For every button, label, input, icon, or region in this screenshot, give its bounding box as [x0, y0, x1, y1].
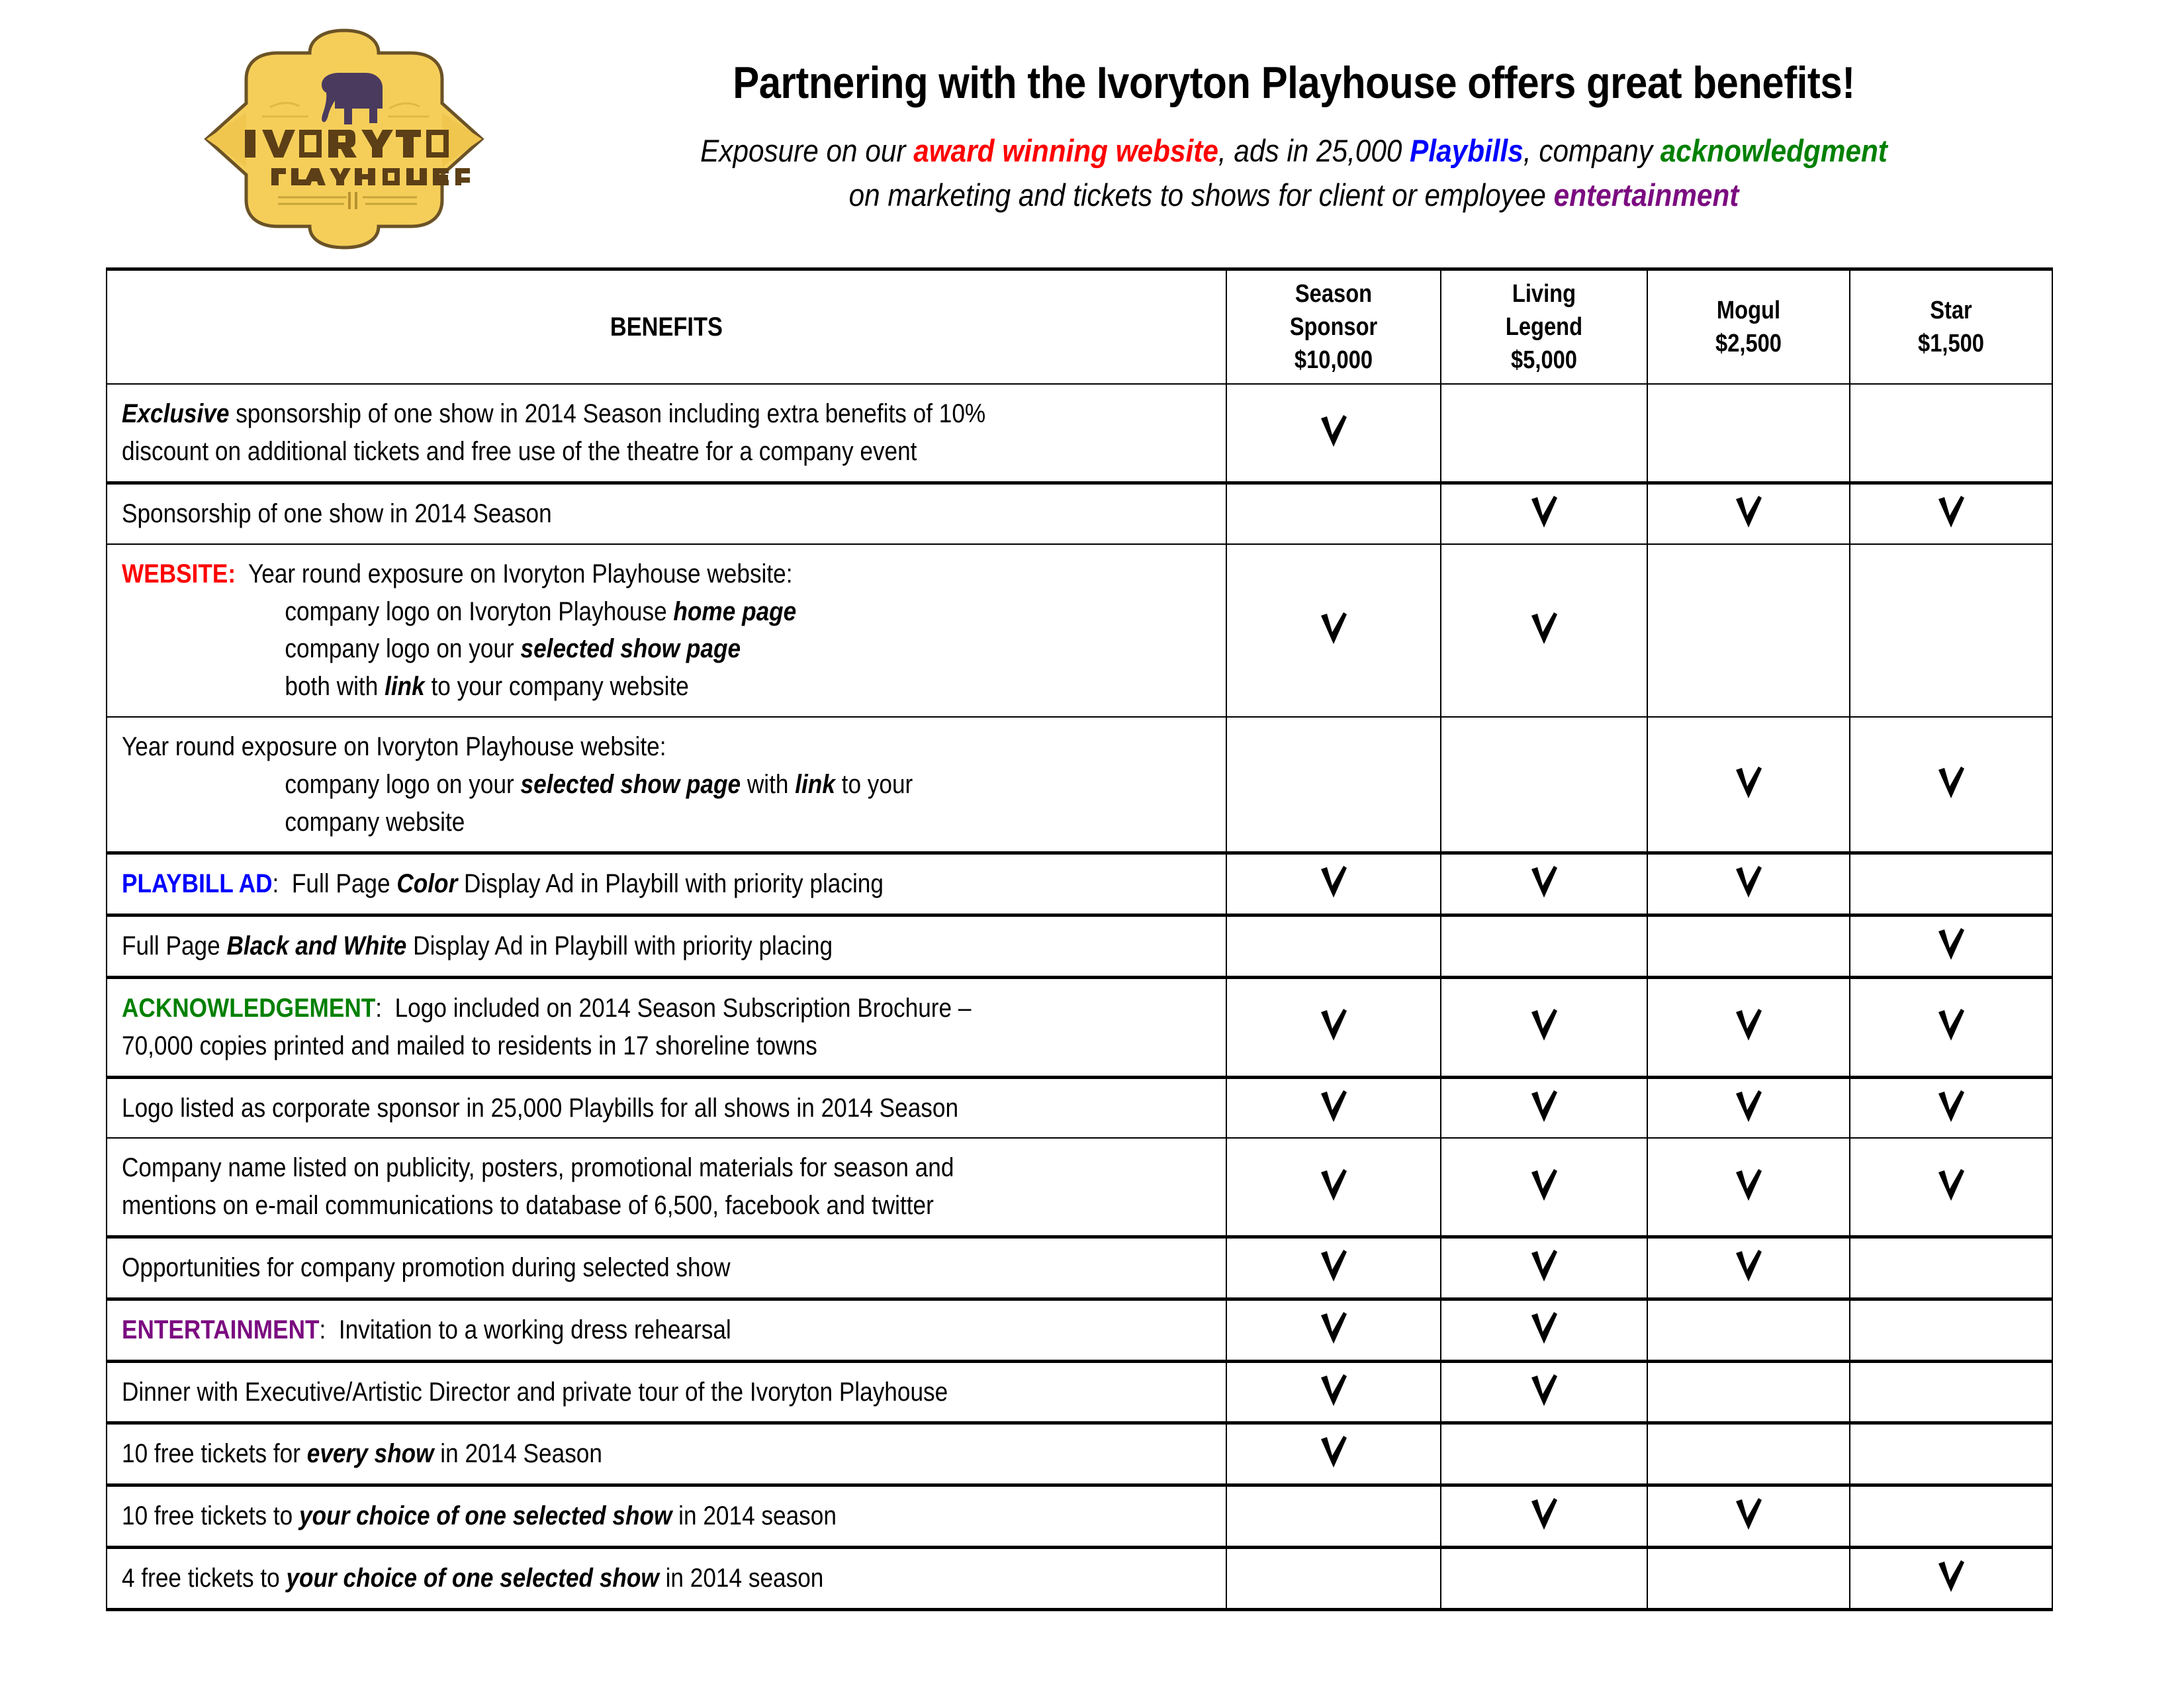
check-cell-playbill-ad-color-season-sponsor: [1226, 853, 1441, 915]
check-cell-logo-corporate-sponsor-mogul: [1647, 1077, 1850, 1138]
check-cell-four-tickets-one-show-star: [1850, 1548, 2052, 1610]
tier-header-line: Star: [1930, 297, 1972, 325]
page-subtitle: [582, 129, 2006, 217]
check-cell-website-full-living-legend: [1441, 544, 1647, 717]
benefit-cell-playbill-ad-bw: [107, 915, 1226, 978]
check-cell-website-full-star: [1850, 544, 2052, 717]
checkmark-icon: [1318, 1311, 1349, 1346]
check-cell-logo-corporate-sponsor-living-legend: [1441, 1077, 1647, 1138]
check-cell-company-name-publicity-season-sponsor: [1226, 1138, 1441, 1237]
checkmark-icon: [1936, 766, 1966, 800]
table-row: [107, 915, 2052, 978]
table-row: [107, 384, 2052, 483]
tier-header-line: $5,000: [1511, 346, 1577, 375]
checkmark-icon: [1733, 1249, 1764, 1284]
check-cell-exclusive-sponsorship-season-sponsor: [1226, 384, 1441, 483]
check-cell-website-full-season-sponsor: [1226, 544, 1441, 717]
checkmark-icon: [1318, 612, 1349, 646]
check-cell-entertainment-rehearsal-living-legend: [1441, 1299, 1647, 1361]
check-cell-website-show-page-living-legend: [1441, 717, 1647, 853]
table-body: [107, 384, 2052, 1609]
benefit-label: WEBSITE: Year round exposure on Ivoryton Playhouse website: company logo on Ivoryton Playhouse home page company logo on your selected show page both with link to your company website: [122, 559, 797, 702]
check-cell-ten-tickets-every-show-mogul: [1647, 1423, 1850, 1485]
checkmark-icon: [1318, 414, 1349, 449]
benefit-label: PLAYBILL AD: Full Page Color Display Ad in Playbill with priority placing: [122, 869, 884, 899]
check-cell-logo-corporate-sponsor-season-sponsor: [1226, 1077, 1441, 1138]
checkmark-icon: [1733, 766, 1764, 800]
checkmark-icon: [1318, 1168, 1349, 1203]
benefit-label: Logo listed as corporate sponsor in 25,000 Playbills for all shows in 2014 Season: [122, 1093, 959, 1123]
table-row: [107, 853, 2052, 915]
check-cell-dinner-director-tour-season-sponsor: [1226, 1361, 1441, 1423]
benefit-label: Company name listed on publicity, posters, promotional materials for season and mentions on e-mail communications to database of 6,500, facebook and twitter: [122, 1153, 954, 1221]
benefit-label: 10 free tickets for every show in 2014 Season: [122, 1439, 602, 1469]
page-title: Partnering with the Ivoryton Playhouse offers great benefits!: [733, 58, 1855, 108]
check-cell-acknowledgement-brochure-living-legend: [1441, 978, 1647, 1078]
table-row: [107, 978, 2052, 1078]
benefit-cell-ten-tickets-every-show: [107, 1423, 1226, 1485]
document-header: [0, 0, 2184, 258]
benefit-cell-four-tickets-one-show: [107, 1548, 1226, 1610]
table-row: [107, 1138, 2052, 1237]
check-cell-entertainment-rehearsal-star: [1850, 1299, 2052, 1361]
check-cell-playbill-ad-bw-star: [1850, 915, 2052, 978]
check-cell-website-show-page-star: [1850, 717, 2052, 853]
tier-header-line: $10,000: [1294, 346, 1373, 375]
benefit-cell-ten-tickets-one-show: [107, 1485, 1226, 1548]
checkmark-icon: [1733, 1168, 1764, 1203]
checkmark-icon: [1529, 1497, 1559, 1532]
column-header-star: [1850, 269, 2052, 385]
check-cell-promotion-opportunities-living-legend: [1441, 1237, 1647, 1299]
check-cell-four-tickets-one-show-living-legend: [1441, 1548, 1647, 1610]
checkmark-icon: [1318, 1435, 1349, 1470]
check-cell-website-show-page-mogul: [1647, 717, 1850, 853]
subtitle-line-2: [582, 173, 2006, 218]
check-cell-promotion-opportunities-star: [1850, 1237, 2052, 1299]
check-cell-acknowledgement-brochure-season-sponsor: [1226, 978, 1441, 1078]
tier-header-line: $1,500: [1918, 330, 1984, 358]
checkmark-icon: [1936, 1008, 1966, 1043]
table-row: [107, 544, 2052, 717]
benefit-cell-playbill-ad-color: [107, 853, 1226, 915]
checkmark-icon: [1529, 1249, 1559, 1284]
subtitle-segment-5: acknowledgment: [1660, 133, 1888, 169]
logo-emblem-icon: [199, 26, 490, 252]
benefit-label: Opportunities for company promotion during selected show: [122, 1253, 731, 1283]
table-row: [107, 1361, 2052, 1423]
benefit-cell-promotion-opportunities: [107, 1237, 1226, 1299]
table-header-row: [107, 269, 2052, 385]
table-row: [107, 1237, 2052, 1299]
checkmark-icon: [1529, 1168, 1559, 1203]
check-cell-ten-tickets-every-show-star: [1850, 1423, 2052, 1485]
check-cell-four-tickets-one-show-season-sponsor: [1226, 1548, 1441, 1610]
tier-header-line: $2,500: [1715, 330, 1782, 358]
table-row: [107, 1423, 2052, 1485]
check-cell-ten-tickets-one-show-season-sponsor: [1226, 1485, 1441, 1548]
table-header: [107, 269, 2052, 385]
check-cell-website-full-mogul: [1647, 544, 1850, 717]
benefit-cell-website-show-page: [107, 717, 1226, 853]
check-cell-playbill-ad-color-mogul: [1647, 853, 1850, 915]
check-cell-playbill-ad-bw-season-sponsor: [1226, 915, 1441, 978]
ivoryton-playhouse-logo: [199, 26, 490, 252]
benefit-cell-sponsorship-one-show: [107, 483, 1226, 544]
checkmark-icon: [1318, 865, 1349, 900]
benefit-cell-exclusive-sponsorship: [107, 384, 1226, 483]
subtitle-line-1: [700, 133, 1888, 168]
check-cell-playbill-ad-color-living-legend: [1441, 853, 1647, 915]
subtitle-segment-3: Playbills: [1410, 133, 1524, 169]
check-cell-promotion-opportunities-mogul: [1647, 1237, 1850, 1299]
subtitle-segment-2: , ads in 25,000: [1218, 133, 1410, 169]
check-cell-company-name-publicity-living-legend: [1441, 1138, 1647, 1237]
table-row: [107, 1485, 2052, 1548]
benefit-label: ENTERTAINMENT: Invitation to a working dress rehearsal: [122, 1315, 731, 1344]
check-cell-ten-tickets-one-show-living-legend: [1441, 1485, 1647, 1548]
checkmark-icon: [1529, 495, 1559, 530]
check-cell-four-tickets-one-show-mogul: [1647, 1548, 1850, 1610]
checkmark-icon: [1733, 495, 1764, 530]
subtitle-segment-4: , company: [1523, 133, 1661, 169]
benefit-label: Sponsorship of one show in 2014 Season: [122, 499, 552, 529]
check-cell-playbill-ad-color-star: [1850, 853, 2052, 915]
benefit-cell-logo-corporate-sponsor: [107, 1077, 1226, 1138]
check-cell-playbill-ad-bw-mogul: [1647, 915, 1850, 978]
checkmark-icon: [1529, 1008, 1559, 1043]
check-cell-ten-tickets-every-show-season-sponsor: [1226, 1423, 1441, 1485]
check-cell-playbill-ad-bw-living-legend: [1441, 915, 1647, 978]
table-row: [107, 1548, 2052, 1610]
checkmark-icon: [1318, 1249, 1349, 1284]
checkmark-icon: [1936, 1560, 1966, 1594]
benefit-label: 4 free tickets to your choice of one selected show in 2014 season: [122, 1564, 824, 1593]
header-text-block: [503, 56, 2085, 218]
checkmark-icon: [1529, 1311, 1559, 1346]
check-cell-acknowledgement-brochure-star: [1850, 978, 2052, 1078]
table-row: [107, 1077, 2052, 1138]
benefit-cell-acknowledgement-brochure: [107, 978, 1226, 1078]
benefit-label: Exclusive sponsorship of one show in 2014 Season including extra benefits of 10% discount on additional tickets and free use of the theatre for a company event: [122, 399, 986, 467]
checkmark-icon: [1529, 612, 1559, 646]
check-cell-company-name-publicity-star: [1850, 1138, 2052, 1237]
checkmark-icon: [1318, 1374, 1349, 1408]
benefit-cell-company-name-publicity: [107, 1138, 1226, 1237]
check-cell-ten-tickets-one-show-mogul: [1647, 1485, 1850, 1548]
benefit-label: ACKNOWLEDGEMENT: Logo included on 2014 Season Subscription Brochure – 70,000 copies printed and mailed to residents in 17 shoreline towns: [122, 994, 972, 1060]
check-cell-website-show-page-season-sponsor: [1226, 717, 1441, 853]
benefit-cell-dinner-director-tour: [107, 1361, 1226, 1423]
sponsorship-benefits-table: [106, 267, 2053, 1611]
checkmark-icon: [1733, 865, 1764, 900]
checkmark-icon: [1936, 1168, 1966, 1203]
check-cell-logo-corporate-sponsor-star: [1850, 1077, 2052, 1138]
subtitle-segment-1: award winning website: [913, 133, 1218, 169]
benefit-label: Full Page Black and White Display Ad in Playbill with priority placing: [122, 931, 833, 961]
check-cell-promotion-opportunities-season-sponsor: [1226, 1237, 1441, 1299]
check-cell-sponsorship-one-show-star: [1850, 483, 2052, 544]
checkmark-icon: [1529, 1090, 1559, 1124]
checkmark-icon: [1733, 1008, 1764, 1043]
check-cell-ten-tickets-one-show-star: [1850, 1485, 2052, 1548]
checkmark-icon: [1936, 1090, 1966, 1124]
column-header-season-sponsor: [1226, 269, 1441, 385]
subtitle-segment-0: on marketing and tickets to shows for client or employee: [848, 177, 1554, 212]
check-cell-exclusive-sponsorship-living-legend: [1441, 384, 1647, 483]
check-cell-ten-tickets-every-show-living-legend: [1441, 1423, 1647, 1485]
checkmark-icon: [1318, 1090, 1349, 1124]
tier-header-line: Season: [1295, 280, 1373, 308]
benefit-label: Dinner with Executive/Artistic Director and private tour of the Ivoryton Playhouse: [122, 1377, 948, 1407]
checkmark-icon: [1733, 1497, 1764, 1532]
checkmark-icon: [1936, 495, 1966, 530]
check-cell-dinner-director-tour-star: [1850, 1361, 2052, 1423]
subtitle-segment-0: Exposure on our: [700, 133, 914, 169]
check-cell-exclusive-sponsorship-mogul: [1647, 384, 1850, 483]
table-row: [107, 1299, 2052, 1361]
tier-header-line: Sponsor: [1289, 313, 1378, 342]
check-cell-sponsorship-one-show-mogul: [1647, 483, 1850, 544]
check-cell-sponsorship-one-show-living-legend: [1441, 483, 1647, 544]
checkmark-icon: [1936, 927, 1966, 962]
check-cell-company-name-publicity-mogul: [1647, 1138, 1850, 1237]
check-cell-dinner-director-tour-living-legend: [1441, 1361, 1647, 1423]
column-header-benefits: BENEFITS: [107, 269, 1226, 385]
table-row: [107, 483, 2052, 544]
checkmark-icon: [1529, 1374, 1559, 1408]
benefit-cell-website-full: [107, 544, 1226, 717]
tier-header-line: Living: [1512, 280, 1576, 308]
benefit-cell-entertainment-rehearsal: [107, 1299, 1226, 1361]
check-cell-exclusive-sponsorship-star: [1850, 384, 2052, 483]
checkmark-icon: [1529, 865, 1559, 900]
tier-header-line: Legend: [1505, 313, 1583, 342]
check-cell-acknowledgement-brochure-mogul: [1647, 978, 1850, 1078]
column-header-living-legend: [1441, 269, 1647, 385]
column-header-mogul: [1647, 269, 1850, 385]
checkmark-icon: [1318, 1008, 1349, 1043]
subtitle-segment-1: entertainment: [1553, 177, 1739, 212]
check-cell-sponsorship-one-show-season-sponsor: [1226, 483, 1441, 544]
check-cell-dinner-director-tour-mogul: [1647, 1361, 1850, 1423]
checkmark-icon: [1733, 1090, 1764, 1124]
benefit-label: 10 free tickets to your choice of one selected show in 2014 season: [122, 1501, 837, 1531]
table-row: [107, 717, 2052, 853]
tier-header-line: Mogul: [1716, 297, 1781, 325]
check-cell-entertainment-rehearsal-mogul: [1647, 1299, 1850, 1361]
benefit-label: Year round exposure on Ivoryton Playhouse website: company logo on your selected show page with link to your company website: [122, 732, 913, 837]
check-cell-entertainment-rehearsal-season-sponsor: [1226, 1299, 1441, 1361]
